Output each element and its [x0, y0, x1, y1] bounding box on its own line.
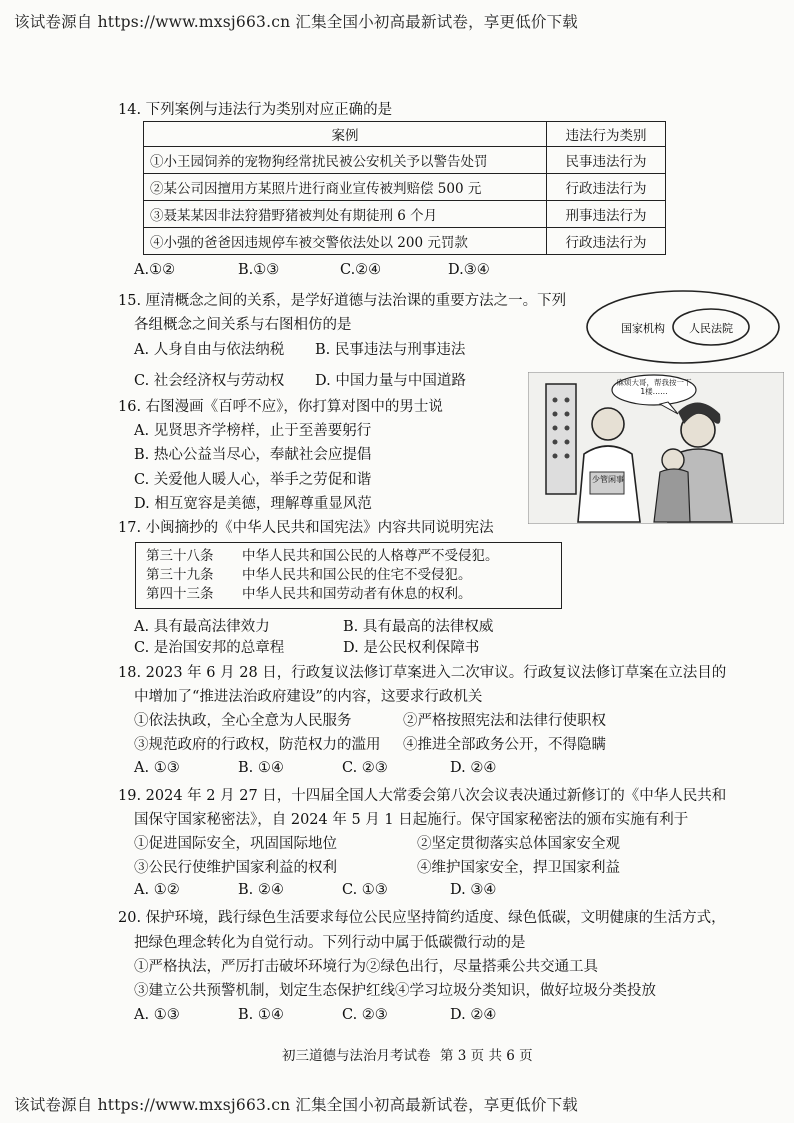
option-c[interactable]: C. ②③ [342, 760, 388, 776]
option-d[interactable]: D. ②④ [450, 1007, 497, 1023]
table-row [144, 201, 666, 228]
option-d[interactable]: D.③④ [448, 262, 490, 278]
article-text: 中华人民共和国公民的住宅不受侵犯。 [242, 567, 472, 583]
constitution-excerpt-box [135, 542, 562, 609]
article-row [146, 547, 551, 566]
article-text: 中华人民共和国公民的人格尊严不受侵犯。 [242, 548, 499, 564]
option-b[interactable]: B. 热心公益当尽心，奉献社会应提倡 [134, 447, 372, 463]
option-b[interactable]: B. ②④ [238, 882, 284, 898]
option-c[interactable]: C. 关爱他人暖人心，举手之劳促和谐 [134, 472, 372, 488]
q14-options [134, 262, 490, 278]
header-watermark: 该试卷源自 https://www.mxsj663.cn 汇集全国小初高最新试卷，享更低价下载 [14, 13, 579, 31]
option-d[interactable]: D. 相互宽容是美德，理解尊重显风范 [134, 496, 372, 512]
q14-table [143, 121, 666, 255]
outer-label: 国家机构 [621, 322, 665, 335]
article-row [146, 566, 551, 585]
statement-4: ④维护国家安全，捍卫国家利益 [417, 860, 620, 876]
option-d[interactable]: D. ②④ [450, 760, 497, 776]
statement-2: ②严格按照宪法和法律行使职权 [403, 713, 606, 729]
option-c[interactable]: C. 社会经济权与劳动权 [134, 373, 285, 389]
table-cell: 刑事违法行为 [547, 201, 666, 228]
q19-line2: 国保守国家秘密法》，自 2024 年 5 月 1 日起施行。保守国家秘密法的颁布实施有利于 [134, 812, 689, 828]
q20-line2: 把绿色理念转化为自觉行动。下列行动中属于低碳微行动的是 [134, 935, 526, 951]
table-cell: ①小王园饲养的宠物狗经常扰民被公安机关予以警告处罚 [144, 147, 547, 174]
option-a[interactable]: A. 见贤思齐学榜样，止于至善要躬行 [134, 423, 372, 439]
shirt-text: 少管闲事 [592, 475, 624, 484]
article-text: 中华人民共和国劳动者有休息的权利。 [242, 586, 472, 602]
table-header: 违法行为类别 [547, 122, 666, 147]
option-b[interactable]: B.①③ [238, 262, 280, 278]
option-c[interactable]: C. ②③ [342, 1007, 388, 1023]
q18-line2: 中增加了“推进法治政府建设”的内容，这要求行政机关 [134, 689, 483, 705]
outer-ellipse [587, 291, 779, 363]
q19-line1: 19. 2024 年 2 月 27 日，十四届全国人大常委会第八次会议表决通过新修订的《中华人民共和 [118, 788, 727, 804]
q20-line1: 20. 保护环境，践行绿色生活要求每位公民应坚持简约适度、绿色低碳，文明健康的生活方式， [118, 910, 726, 926]
option-c[interactable]: C. ①③ [342, 882, 388, 898]
q19-options [134, 882, 496, 898]
q20-statements-2: ③建立公共预警机制，划定生态保护红线④学习垃圾分类知识，做好垃圾分类投放 [134, 983, 656, 999]
table-header: 案例 [144, 122, 547, 147]
article-number: 第四十三条 [146, 586, 214, 602]
statement-3: ③规范政府的行政权，防范权力的滥用 [134, 737, 381, 753]
concept-relation-diagram [583, 288, 783, 368]
q17-stem: 17. 小闽摘抄的《中华人民共和国宪法》内容共同说明宪法 [118, 520, 494, 536]
option-b[interactable]: B. 具有最高的法律权威 [343, 619, 494, 635]
q20-options [134, 1007, 496, 1023]
option-a[interactable]: A.①② [134, 262, 176, 278]
page-number: 第 3 页 共 6 页 [440, 1048, 533, 1064]
footer-title: 初三道德与法治月考试卷 [282, 1048, 431, 1064]
table-row [144, 228, 666, 255]
statement-1: ①依法执政，全心全意为人民服务 [134, 713, 352, 729]
option-b[interactable]: B. 民事违法与刑事违法 [315, 342, 466, 358]
option-d[interactable]: D. 中国力量与中国道路 [315, 373, 466, 389]
option-b[interactable]: B. ①④ [238, 760, 284, 776]
footer-watermark: 该试卷源自 https://www.mxsj663.cn 汇集全国小初高最新试卷，享更低价下载 [14, 1096, 579, 1114]
option-a[interactable]: A. 人身自由与依法纳税 [134, 342, 285, 358]
q14-stem: 14. 下列案例与违法行为类别对应正确的是 [118, 102, 393, 118]
option-c[interactable]: C.②④ [340, 262, 382, 278]
statement-4: ④推进全部政务公开，不得隐瞒 [403, 737, 606, 753]
option-b[interactable]: B. ①④ [238, 1007, 284, 1023]
option-a[interactable]: A. ①② [134, 882, 180, 898]
q15-line1: 15. 厘清概念之间的关系，是学好道德与法治课的重要方法之一。下列 [118, 293, 567, 309]
q20-statements-1: ①严格执法，严厉打击破坏环境行为②绿色出行，尽量搭乘公共交通工具 [134, 959, 598, 975]
table-cell: ③聂某某因非法狩猎野猪被判处有期徒刑 6 个月 [144, 201, 547, 228]
statement-2: ②坚定贯彻落实总体国家安全观 [417, 836, 620, 852]
option-c[interactable]: C. 是治国安邦的总章程 [134, 640, 285, 656]
statement-1: ①促进国际安全，巩固国际地位 [134, 836, 337, 852]
table-row [144, 174, 666, 201]
article-row [146, 585, 551, 604]
option-a[interactable]: A. 具有最高法律效力 [134, 619, 270, 635]
cartoon-image [528, 372, 784, 524]
q18-line1: 18. 2023 年 6 月 28 日，行政复议法修订草案进入二次审议。行政复议法修订草案在立法目的 [118, 665, 727, 681]
q15-line2: 各组概念之间关系与右图相仿的是 [134, 317, 352, 333]
inner-label: 人民法院 [689, 322, 733, 335]
article-number: 第三十八条 [146, 548, 214, 564]
table-cell: 行政违法行为 [547, 174, 666, 201]
table-cell: 行政违法行为 [547, 228, 666, 255]
speech-text: 麻烦大哥，帮我按一下1楼…… [616, 378, 692, 396]
option-d[interactable]: D. 是公民权利保障书 [343, 640, 480, 656]
table-cell: 民事违法行为 [547, 147, 666, 174]
article-number: 第三十九条 [146, 567, 214, 583]
table-cell: ④小强的爸爸因违规停车被交警依法处以 200 元罚款 [144, 228, 547, 255]
table-cell: ②某公司因擅用方某照片进行商业宣传被判赔偿 500 元 [144, 174, 547, 201]
option-a[interactable]: A. ①③ [134, 760, 180, 776]
table-row [144, 147, 666, 174]
option-a[interactable]: A. ①③ [134, 1007, 180, 1023]
q18-options [134, 760, 496, 776]
statement-3: ③公民行使维护国家利益的权利 [134, 860, 337, 876]
option-d[interactable]: D. ③④ [450, 882, 497, 898]
q16-stem: 16. 右图漫画《百呼不应》，你打算对图中的男士说 [118, 399, 443, 415]
